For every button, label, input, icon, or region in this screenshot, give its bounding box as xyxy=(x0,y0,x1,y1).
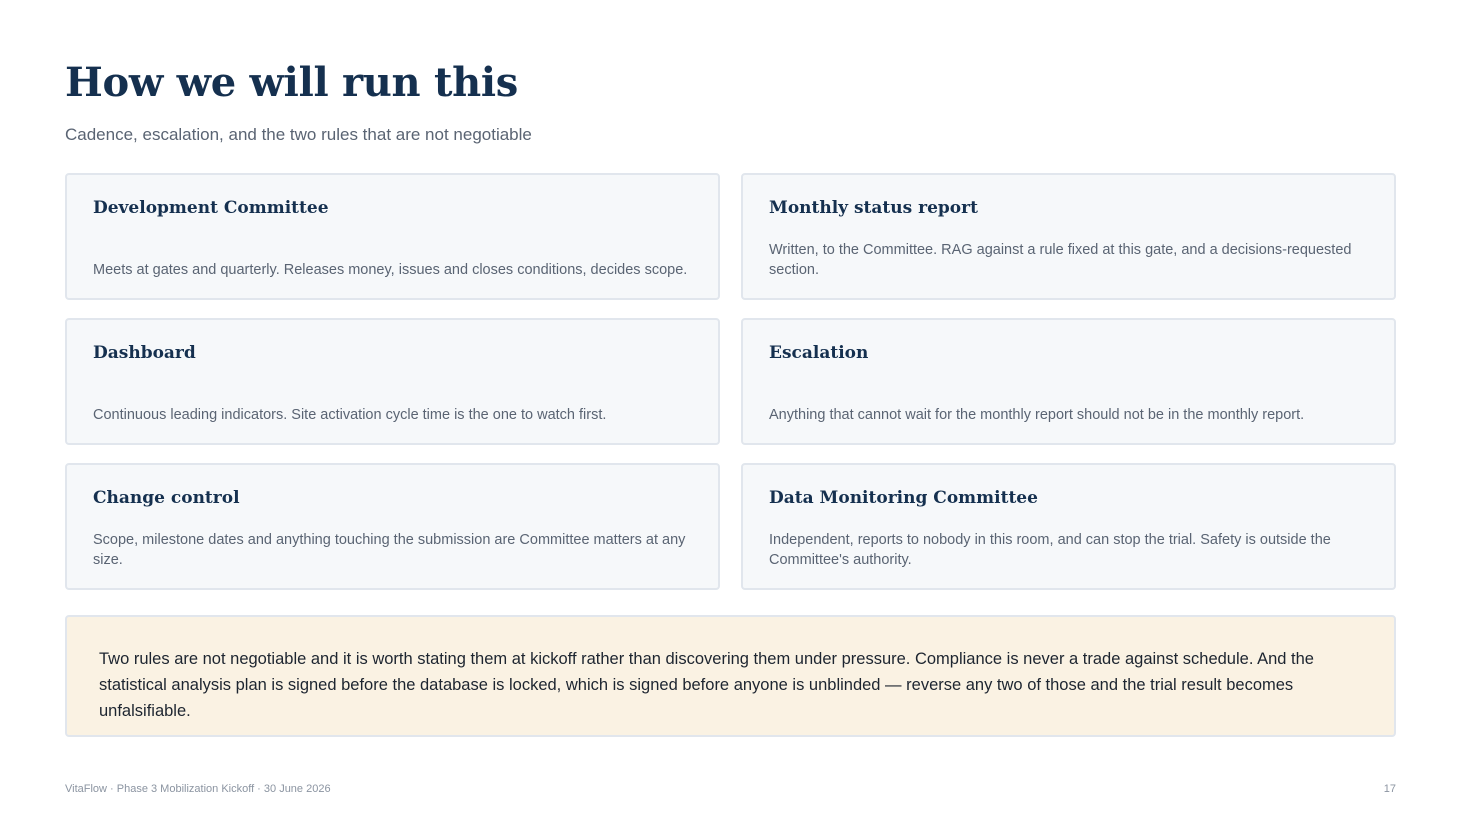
card-body: Anything that cannot wait for the monthly report should not be in the monthly report. xyxy=(769,407,1305,423)
card-development-committee xyxy=(65,173,720,300)
card-body: Scope, milestone dates and anything touching the submission are Committee matters at any size. xyxy=(93,532,686,568)
card-monthly-status-report xyxy=(741,173,1396,300)
card-change-control xyxy=(65,463,720,590)
card-title: Escalation xyxy=(769,343,869,363)
card-escalation xyxy=(741,318,1396,445)
page-number: 17 xyxy=(1383,783,1396,795)
card-body: Continuous leading indicators. Site activation cycle time is the one to watch first. xyxy=(93,407,607,423)
slide-subtitle: Cadence, escalation, and the two rules that are not negotiable xyxy=(65,125,532,144)
card-dashboard xyxy=(65,318,720,445)
card-data-monitoring-committee xyxy=(741,463,1396,590)
card-title: Monthly status report xyxy=(769,198,978,218)
card-body: Written, to the Committee. RAG against a rule fixed at this gate, and a decisions-requested section. xyxy=(769,242,1352,278)
card-body: Meets at gates and quarterly. Releases money, issues and closes conditions, decides scope. xyxy=(93,262,688,278)
footer-deck-info: VitaFlow · Phase 3 Mobilization Kickoff · 30 June 2026 xyxy=(65,783,331,795)
governance-card-grid xyxy=(65,173,1396,590)
card-title: Development Committee xyxy=(93,198,329,218)
callout-text: Two rules are not negotiable and it is worth stating them at kickoff rather than discovering them under pressure. Compliance is never a trade against schedule. And the statistical analysis plan is signed before the database is locked, which is signed before anyone is unblinded — reverse any two of those and the trial result becomes unfalsifiable. xyxy=(99,650,1314,720)
card-title: Data Monitoring Committee xyxy=(769,488,1038,508)
card-title: Dashboard xyxy=(93,343,196,363)
card-title: Change control xyxy=(93,488,240,508)
card-body: Independent, reports to nobody in this room, and can stop the trial. Safety is outside the Committee's authority. xyxy=(769,532,1331,568)
non-negotiable-rules-callout xyxy=(65,615,1396,737)
slide-title: How we will run this xyxy=(65,59,519,106)
